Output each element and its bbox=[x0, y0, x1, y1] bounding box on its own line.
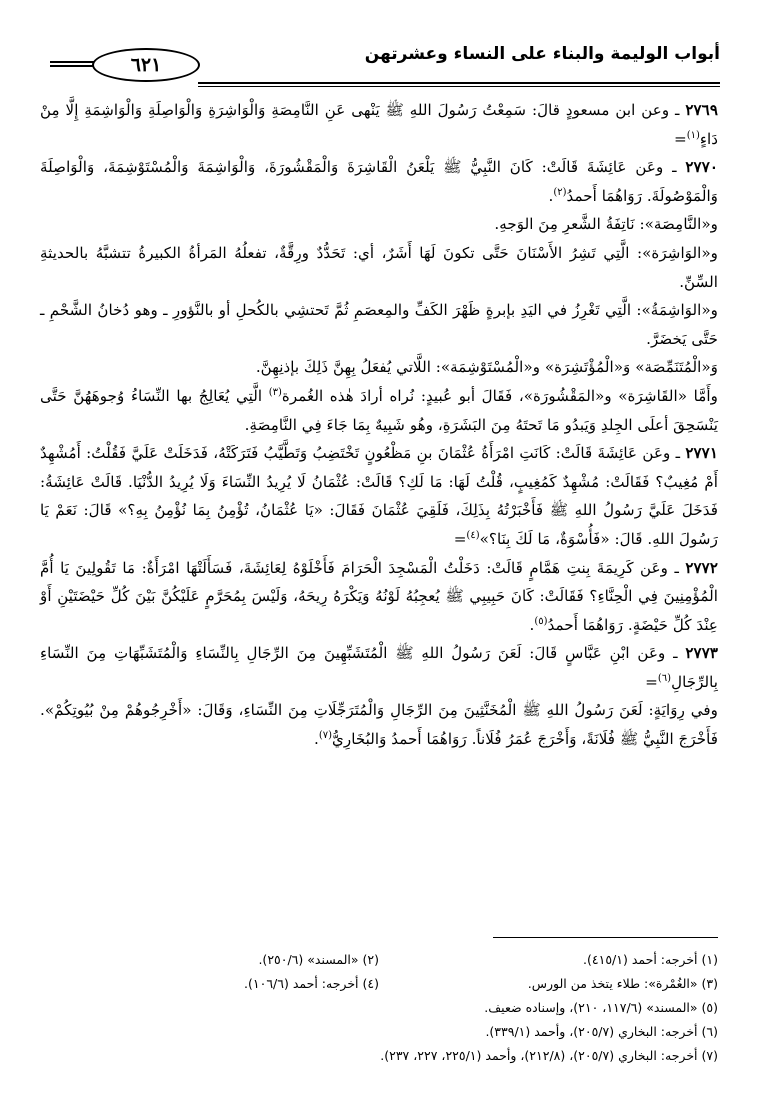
paragraph-tail: . bbox=[314, 730, 319, 749]
footnote: (٣) «الغُمْرة»: طلاء يتخذ من الورس. bbox=[527, 976, 718, 991]
gloss-paragraph bbox=[40, 239, 718, 296]
footnote: (٦) أخرجه: البخاري (٢٠٥/٧)، وأحمد (٣٣٩/١). bbox=[485, 1024, 718, 1039]
paragraph-tail: . bbox=[548, 186, 554, 205]
hadith-number: ٢٧٧٢ bbox=[685, 558, 718, 577]
hadith-number: ٢٧٧١ bbox=[685, 444, 718, 463]
paragraph-text: و«الوَاشِمَةُ»: الَّتِي تَغْرِزُ في اليَدِ بإبرةٍ ظَهْرَ الكَفِّ والمِعصَمِ ثُمَّ تَحتشِي بالكُحلِ أو بالنَّؤورِ ـ وهو دُخانُ الشَّحْمِ ـ حَتَّى يَخضَرَّ. bbox=[40, 301, 718, 348]
footnote-marker: (٤) bbox=[466, 529, 480, 541]
hadith-paragraph bbox=[40, 696, 718, 753]
paragraph-text: وأَمَّا «القَاشِرَة» و«المَقْشُورَة»، فَقَالَ أبو عُبيدٍ: نُراه أرادَ هٰذه الغُمرة bbox=[281, 386, 718, 405]
gloss-paragraph bbox=[40, 382, 718, 439]
footnote-marker: (٢) bbox=[553, 186, 567, 198]
hadith-paragraph bbox=[40, 96, 718, 153]
running-title: أبواب الوليمة والبناء على النساء وعشرتهن bbox=[364, 44, 720, 64]
footnote-marker: (٦) bbox=[657, 672, 672, 684]
footnote-row bbox=[40, 948, 718, 972]
footnote-separator bbox=[493, 937, 718, 938]
footnote-marker: (٥) bbox=[534, 615, 548, 627]
paragraph-tail: = bbox=[453, 529, 467, 548]
gloss-paragraph bbox=[40, 353, 718, 382]
header-rule-right bbox=[198, 82, 720, 84]
hadith-paragraph bbox=[40, 439, 718, 553]
footnote: (١) أخرجه: أحمد (٤١٥/١). bbox=[583, 952, 718, 967]
gloss-paragraph bbox=[40, 210, 718, 239]
header-rule-left bbox=[50, 61, 94, 63]
hadith-number: ٢٧٧٠ bbox=[685, 158, 719, 177]
footnotes bbox=[40, 948, 718, 1068]
hadith-paragraph bbox=[40, 639, 718, 696]
footnote: (٢) «المسند» (٢٥٠/٦). bbox=[258, 952, 379, 967]
hadith-number: ٢٧٦٩ bbox=[685, 101, 718, 119]
paragraph-text: وَ«الْمُتَنَمِّصَة» وَ«الْمُؤْتَشِرَة» و«الْمُسْتَوْشِمَة»: اللَّاتي يُفعَلُ بِهِنَّ ذَلِكَ بإذنِهِنَّ. bbox=[255, 358, 718, 377]
hadith-paragraph bbox=[40, 153, 718, 210]
paragraph-text: ـ وعَن كَرِيمَةَ بِنتِ هَمَّامٍ قَالَتْ: دَخَلْتُ الْمَسْجِدَ الْحَرَامَ فَأَخْلَوْهُ لِعَائِشَةَ، فَسَأَلَتْهَا امْرَأَةٌ: مَا تَقُولِينَ يَا أُمَّ الْمُؤْمِنِينَ فِي الْحِنَّاءِ؟ فَقَالَتْ: كَانَ حَبِيبِي ﷺ يُعجِبُهُ لَوْنُهُ وَيَكْرَهُ رِيحَهُ، وَلَيْسَ بِمُحَرَّمٍ عَلَيْكُنَّ بَيْنَ كُلِّ حَيْضَتَيْنِ أَوْ عِنْدَ كُلِّ حَيْضَةٍ. رَوَاهُمَا أَحمدُ bbox=[40, 558, 718, 634]
footnote-marker: (١) bbox=[686, 129, 700, 141]
page-header bbox=[50, 38, 720, 88]
paragraph-text: ـ وعَن عَائِشَةَ قَالَتْ: كَانَتِ امْرَأَةُ عُثْمَانَ بنِ مَظْعُونٍ تَخْتَضِبُ وَتَطَّيَّبُ فَتَرَكَتْهُ، فَدَخَلَتْ عَلَيَّ فَقُلْتُ: أَمُشْهِدٌ أَمْ مُغِيبٌ؟ فَقَالَتْ: مُشْهِدٌ كَمُغِيبٍ، قُلْتُ لَهَا: مَا لَكِ؟ قَالَتْ: عُثْمَانُ لَا يُرِيدُ النِّسَاءَ وَلَا يُرِيدُ الدُّنْيَا. قَالَتْ عَائِشَةُ: فَدَخَلَ عَلَيَّ رَسُولُ اللهِ ﷺ فَأَخْبَرْتُهُ بِذَلِكَ، فَلَقِيَ عُثْمَانَ فَقَالَ: «يَا عُثْمَانُ، تُؤْمِنُ بِمَا نُؤْمِنُ بِهِ؟» قَالَ: نَعَمْ يَا رَسُولَ اللهِ. قَالَ: «فَأُسْوَةٌ، مَا لَكَ بِنَا؟» bbox=[40, 444, 718, 548]
page-number: ٦٢١ bbox=[92, 48, 200, 82]
paragraph-tail: = bbox=[673, 129, 687, 148]
paragraph-text: ـ وعَن عَائِشَةَ قَالَتْ: كَانَ النَّبِيُّ ﷺ يَلْعَنُ الْقَاشِرَةَ وَالْمَقْشُورَةَ، وَالْوَاشِمَةَ وَالْمُسْتَوْشِمَةَ، وَالْوَاصِلَةَ وَالْمَوْصُولَةَ. رَوَاهُمَا أَحمدُ bbox=[40, 158, 718, 205]
paragraph-text: ـ وعَن ابْنِ عَبَّاسٍ قَالَ: لَعَنَ رَسُولُ اللهِ ﷺ الْمُتَشَبِّهِينَ مِنَ الرِّجَالِ بِالنِّسَاءِ وَالْمُتَشَبِّهَاتِ مِنَ النِّسَاءِ بِالرِّجَالِ bbox=[40, 644, 718, 691]
hadith-number: ٢٧٧٣ bbox=[685, 644, 719, 663]
paragraph-text: و«النَّامِصَة»: نَاتِفَةُ الشَّعرِ مِنَ الوَجهِ. bbox=[494, 215, 718, 234]
paragraph-text: وفي رِوَايَةٍ: لَعَنَ رَسُولُ اللهِ ﷺ الْمُخَنَّثِينَ مِنَ الرِّجَالِ وَالْمُتَرَجِّلَاتِ مِنَ النِّسَاءِ، وَقَالَ: «أَخْرِجُوهُمْ مِنْ بُيُوتِكُمْ». فَأَخْرَجَ النَّبِيُّ ﷺ فُلَانَةً، وَأَخْرَجَ عُمَرُ فُلَاناً. رَوَاهُمَا أَحمدُ وَالبُخَارِيُّ bbox=[40, 701, 718, 749]
paragraph-tail: الَّتِي يُعَالِجُ بها النِّسَاءُ وُجوهَهُنَّ حَتَّى يَنْسَحِقَ أعلَى الجِلدِ وَيَبدُو مَا تَحتَهُ مِنَ البَشَرَةِ، وهُو شَبِيهٌ بِمَا جَاءَ فِي النَّامِصَةِ. bbox=[40, 386, 718, 434]
header-rule-left-2 bbox=[50, 65, 94, 67]
header-rule-right-thin bbox=[198, 86, 720, 87]
paragraph-text: ـ وعن ابن مسعودٍ قالَ: سَمِعْتُ رَسُولَ اللهِ ﷺ يَنْهى عَنِ النَّامِصَةِ وَالْوَاشِرَةِ وَالْوَاصِلَةِ وَالْوَاشِمَةِ إِلَّا مِنْ دَاءٍ bbox=[40, 101, 718, 148]
paragraph-text: و«الوَاشِرَة»: الَّتِي تَشِرُ الأَسْنَانَ حَتَّى تكونَ لَهَا أَشَرٌ، أي: تَحَدُّدٌ ورِقَّةٌ، تفعلُهُ المَرأةُ الكبيرةُ تتشبَّهُ بالحديثةِ السِّنِّ. bbox=[40, 243, 718, 291]
paragraph-tail: = bbox=[645, 672, 658, 691]
hadith-paragraph bbox=[40, 554, 718, 640]
footnote-row bbox=[40, 972, 718, 996]
paragraph-tail: . bbox=[529, 615, 535, 634]
footnote-marker: (٣) bbox=[268, 386, 282, 398]
footnote: (٤) أخرجه: أحمد (١٠٦/٦). bbox=[244, 976, 379, 991]
gloss-paragraph bbox=[40, 296, 718, 353]
footnote: (٥) «المسند» (١١٧/٦، ٢١٠)، وإسناده ضعيف. bbox=[484, 1000, 718, 1015]
footnote-marker: (٧) bbox=[318, 730, 333, 741]
footnote: (٧) أخرجه: البخاري (٢٠٥/٧)، (٢١٢/٨)، وأحمد (٢٢٥/١، ٢٢٧، ٢٣٧). bbox=[380, 1048, 718, 1063]
body-text bbox=[40, 96, 718, 754]
